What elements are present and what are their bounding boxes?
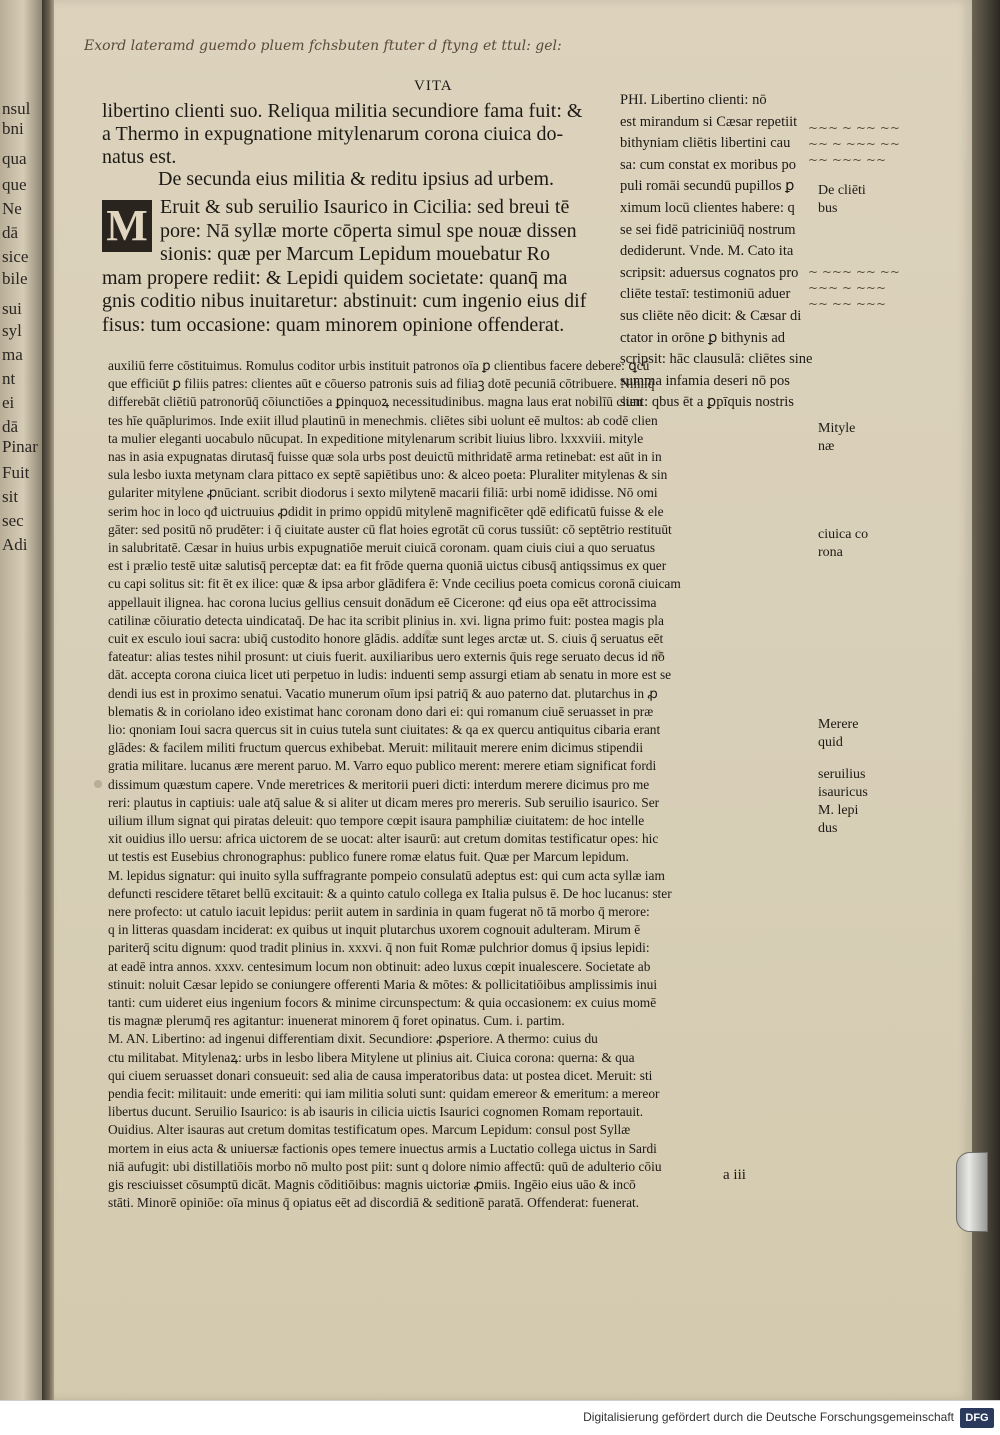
margin-note-seruilius: seruilius (818, 767, 866, 782)
column-line: scripsit: hāc clausulā: cliētes sine (620, 351, 813, 368)
left-page-fragment: dā (2, 224, 19, 242)
body-line: gāter: sed positū nō prudēter: i q̄ ciuitate auster cū flat hoies egrotāt cū corus tussiūt: cō septētrio restituūt (108, 521, 672, 537)
left-page-fragment: sit (2, 488, 19, 506)
initial-paragraph-line: sionis: quæ per Marcum Lepidum mouebatur Ro (160, 243, 550, 265)
body-line: glādes: & facilem militi fructum quercus exhibebat. Meruit: militauit merere enim dicimus stipendii (108, 740, 644, 756)
left-page-fragment: nsul (2, 100, 31, 118)
top-annotation: Exord lateramd guemdo pluem fchsbuten ftuter d ftyng et ttul: gel: (84, 38, 562, 54)
margin-note-de-clientibus: bus (818, 201, 838, 216)
footer-credit: Digitalisierung gefördert durch die Deutsche Forschungsgemeinschaft (583, 1410, 954, 1424)
body-line: blematis & in coriolano ideo existimat hanc coronam dono dari ei: qui romanum ciuē seruasset in præ (108, 703, 654, 719)
body-line: dissimum quæstum capere. Vnde meretrices & meritorii pueri dicti: interdum merere dicimus pro me (108, 776, 650, 792)
body-line: defuncti rescidere tētaret bellū excitauit: & a quinto catulo collega ex Italia pulsus ē. De hoc lucanus: ster (108, 885, 672, 901)
initial-paragraph-line: pore: Nā syllæ morte cōperta simul spe nouæ dissen (160, 219, 577, 242)
left-page-fragment: syl (2, 322, 22, 340)
body-line: tis magnæ plerumq̄ res agitantur: inuenerat minorem q̄ foret opinatus. Cum. i. partim. (108, 1013, 565, 1029)
column-line: sus cliēte nēo dicit: & Cæsar di (620, 308, 802, 324)
body-line: nere profecto: ut catulo iacuit lepidus: periit autem in sardinia in quam fugerat nō tā morbo q̄ merore: (108, 904, 650, 919)
column-line: summa infamia deseri nō pos (620, 372, 790, 389)
body-line: gis resciuisset cōsumptū dicāt. Magnis cōditiōibus: magnis uictoriæ ꝓmiis. Ingēio eius uāo & incō (108, 1177, 636, 1192)
initial-paragraph-line: gnis coditio nibus inuitaretur: abstinuit: cum ingenio eius dif (102, 290, 587, 312)
body-line: pendia fecit: militauit: unde emeriti: qui iam militia soluti sunt: quidam emereor & emeritum: a mereor (108, 1086, 660, 1101)
ink-stain (94, 780, 102, 788)
column-line: est mirandum si Cæsar repetiit (620, 113, 798, 130)
column-line: dediderunt. Vnde. M. Cato ita (620, 243, 794, 260)
body-line: differebāt cliētiū patronorūq̄ cōiunctiōes a ꝑpinquoꝝ necessitudinibus. magna laus erat nobilīū clien (108, 394, 643, 410)
opening-line: libertino clienti suo. Reliqua militia secundiore fama fuit: & (102, 100, 583, 122)
body-line: fateatur: alias testes nihil prosunt: ut ciuis fuerit. auxiliaribus uero externis q̄uis rege seruato decus id nō (108, 649, 665, 665)
margin-note-ciuica-corona: ciuica co (818, 527, 869, 542)
margin-note-de-clientibus: De cliēti (818, 183, 866, 198)
left-page-fragment: dā (2, 418, 19, 436)
column-line: scripsit: aduersus cognatos pro (620, 264, 799, 281)
body-line: niā aufugit: ubi distillatiōis morbo nō multo post piit: sunt q dolore nimio affectū: quū de adulterio cōiu (108, 1158, 662, 1174)
column-line: bithyniam cliētis libertini cau (620, 135, 791, 152)
body-line: Ouidius. Alter isauras aut cretum domitas testificatum opes. Marcum Lepidum: consul post Syllæ (108, 1122, 631, 1138)
column-line: sunt: qbus ēt a ꝑpīquis nostris (620, 394, 794, 411)
left-page-fragment: Pinar (2, 438, 38, 456)
body-line: cu capi solitus sit: fit ēt ex ilice: quæ & ipsa arbor glādifera ē: Vnde cecilius poeta comicus coronā ciuicam (108, 576, 681, 592)
handwritten-margin-note: ~~~ ~ ~~ ~~ ~~ ~ ~~~ ~~ ~~ ~~~ ~~ (808, 121, 900, 167)
body-line: lio: qnoniam Ioui sacra quercus sit in cuius tutela sunt ciuitates: & qa ex quercu antiquitus cibaria erant (108, 722, 661, 737)
body-line: q in litteras quasdam inciderat: ex quibus ut inquit plutarchus uxorem cognouit adulteram. Mirum ē (108, 922, 641, 938)
body-line: ut testis est Eusebius chronographus: publico funere romæ elatus fuit. Quæ per Marcum lepidum. (108, 849, 630, 865)
page-clip (956, 1152, 988, 1232)
left-page-fragment: Fuit (2, 464, 30, 482)
section-title: De secunda eius militia & reditu ipsius ad urbem. (158, 168, 555, 190)
left-page-fragment: ma (2, 346, 23, 364)
body-line: nas in asia expugnatas dirutasq̄ fuisse quæ sola urbs post deuictū mithridatē arma retinebat: est aūt in in (108, 449, 662, 464)
body-line: gratia militare. lucanus ære merent paruo. M. Varro equo publico merent: merere etiam significat fordi (108, 758, 657, 774)
body-line: dendi ius est in proximo senatui. Vacatio munerum oīum ipsi patriq̄ & auo paterno dat. plutarchus in ꝓ (108, 685, 658, 701)
margin-note-seruilius: isauricus (818, 785, 868, 800)
body-line: sula lesbo iuxta metynam clara pittaco ex septē sapiētibus uno: & alceo poeta: Pluraliter mitylenas & sin (108, 467, 668, 483)
column-line: cliēte testaī: testimoniū aduer (620, 286, 791, 303)
body-line: auxiliū ferre cōstituimus. Romulus coditor urbis instituit patronos oīa ꝑ clientibus facere debere: ꝗcū (108, 358, 650, 373)
left-page-fragment: sui (2, 300, 22, 318)
left-page-fragment: bile (2, 270, 28, 288)
body-line: serim hoc in loco qđ uictruuius ꝓdidit in primo oppidū mitylenē magnificēter qdē edificatū fuisse & ele (108, 503, 664, 519)
left-page-fragment: Adi (2, 536, 28, 554)
body-line: uilium illum signat qui piratas deleuit: quo tempore cœpit isaura pamphiliæ ciuitatem: de hoc intelle (108, 813, 645, 828)
initial-letter: M (102, 200, 152, 252)
body-line: ctu militabat. Mitylenaꝝ: urbs in lesbo libera Mitylene ut plinius ait. Ciuica corona: querna: & qua (108, 1049, 635, 1065)
body-line: qui ciuem seruasset donari consueuit: sed alia de causa imperatoribus data: ut postea dicet. Meruit: sti (108, 1067, 653, 1083)
column-line: se sei fidē patriciniūq̄ nostrum (620, 221, 796, 238)
left-page-fragment: qua (2, 150, 27, 168)
opening-line: a Thermo in expugnatione mitylenarum corona ciuica do- (102, 123, 564, 145)
footer-bar (0, 1400, 1000, 1435)
dfg-logo: DFG (960, 1408, 994, 1428)
column-line: sa: cum constat ex moribus po (620, 156, 796, 173)
foliation: a iii (723, 1167, 746, 1183)
column-line: ximum locū clientes habere: q (620, 200, 795, 216)
left-page-fragment: que (2, 176, 27, 194)
body-line: tes hīe quāplurimos. Inde exiit illud plautinū in menechmis. cliētes sibi uolunt eē multos: ab codē clien (108, 412, 658, 428)
body-line: cuit ex esculo ioui sacra: ubiq̄ custodito honore glādis. additæ sunt leges arctæ ut. S. ciuis q̄ seruatus eēt (108, 631, 664, 646)
column-line: ctator in orōne ꝑ bithynis ad (620, 329, 786, 346)
body-line: xit ouidius illo uersu: africa uictorem de se uocat: alter isaurū: aut cretum domitas testificatur opes: hic (108, 831, 659, 847)
body-line: mortem in eius acta & uniuersæ factionis opes temere inuectus armis a Luctatio collega uictus in Sardi (108, 1140, 657, 1156)
left-page-fragment: ei (2, 394, 15, 412)
margin-note-merere-quid: Merere (818, 717, 859, 732)
margin-note-seruilius: M. lepi (818, 803, 859, 818)
body-line: que efficiūt ꝑ filiis patres: clientes aūt e cōuerso patronis suis ad filiaꝫ dotē pecuniā cōtribuere. Nihilq̄ (108, 376, 655, 392)
initial-paragraph-line: mam propere rediit: & Lepidi quidem societate: quanq̄ ma (102, 266, 568, 289)
opening-line: natus est. (102, 146, 177, 168)
margin-note-merere-quid: quid (818, 735, 843, 750)
margin-note-mitylenae: næ (818, 439, 835, 454)
book-gutter (42, 0, 54, 1400)
body-line: dāt. accepta corona ciuica licet uti perpetuo in ludis: induenti semp assurgi etiam ab senatu in more est se (108, 667, 672, 683)
body-line: reri: plautus in captiuis: uale atq̄ salue & si aliter ut dicam meres pro mereris. Sub seruilio isaurico. Ser (108, 794, 660, 810)
body-line: M. lepidus signatur: qui inuito sylla suffragrante pompeio consulatū adeptus est: qui cum acta syllæ iam (108, 867, 665, 883)
left-page-fragment: sice (2, 248, 29, 266)
body-line: stāti. Minorē opiniōe: oīa minus q̄ opiatus eēt ad discordiā & seditionē paratā. Offenderat: fuenerat. (108, 1195, 640, 1211)
left-page-fragment: nt (2, 370, 16, 388)
left-page-fragment: sec (2, 512, 24, 530)
body-line: libertus ducunt. Seruilio Isaurico: is ab isauris in cilicia uictis Isaurici cognomen Romam reportauit. (108, 1104, 644, 1120)
body-line: pariterq̄ scitu dignum: quod tradit plinius in. xxxvi. q̄ non fuit Romæ pulchrior domus q̄ ipsius lepidi: (108, 940, 650, 956)
column-line: puli romāi secundū pupillos ꝑ (620, 178, 795, 195)
body-line: appellauit ilignea. hac corona lucius gellius censuit donādum eē Cicerone: qđ eius opa eēt attrocissima (108, 594, 657, 610)
body-line: catilinæ cōiuratio detecta uindicataq̄. De hac ita scribit plinius in. xvi. ligna primo fuit: postea magis pla (108, 612, 664, 628)
running-heading: VITA (414, 78, 453, 94)
left-page-fragment: bni (2, 120, 24, 138)
initial-paragraph-line: Eruit & sub seruilio Isaurico in Cicilia: sed breui tē (160, 196, 570, 218)
body-line: est i prælio testē uitæ salutisq̄ perceptæ dat: ea fit frōde querna quoniā uictus cibusq̄ antiqssimus ex quer (108, 558, 667, 574)
margin-note-ciuica-corona: rona (818, 545, 843, 560)
handwritten-margin-note: ~ ~~~ ~~ ~~ ~~~ ~ ~~~ ~~ ~~ ~~~ (808, 265, 900, 311)
body-line: in salubritatē. Cæsar in huius urbis expugnatiōe meruit ciuicā coronam. quam ciuis ciui a quo seruatus (108, 540, 656, 555)
margin-note-mitylenae: Mityle (818, 421, 856, 436)
body-line: at eadē intra annos. xxxv. centesimum locum non obtinuit: adeo luxus cœpit inualescere. Societate ab (108, 958, 651, 974)
body-line: M. AN. Libertino: ad ingenui differentiam dixit. Secundiore: ꝓsperiore. A thermo: cuius du (108, 1031, 598, 1047)
body-line: tanti: cum uideret eius ingenium focors & minime circunspectum: & quia occasionem: ex cuius momē (108, 995, 657, 1010)
column-line: PHI. Libertino clienti: nō (620, 92, 767, 108)
left-page-fragment: Ne (2, 200, 22, 218)
body-line: stinuit: noluit Cæsar lepido se coniungere offerenti Maria & mōtes: & pollicitatiōibus amplissimis inui (108, 976, 658, 992)
body-line: ta mulier eleganti uocabulo nūcupat. In expeditione mitylenarum scribit liuius libro. lxxxviii. mityle (108, 430, 644, 446)
body-line: gulariter mitylene ꝓnūciant. scribit diodorus i sexto milytenē macarii filiā: urbi nomē ididisse. Nō omi (108, 485, 658, 501)
left-page-edge (0, 0, 42, 1400)
initial-paragraph-line: fisus: tum occasione: quam minorem opinione offenderat. (102, 313, 565, 336)
margin-note-seruilius: dus (818, 821, 838, 836)
